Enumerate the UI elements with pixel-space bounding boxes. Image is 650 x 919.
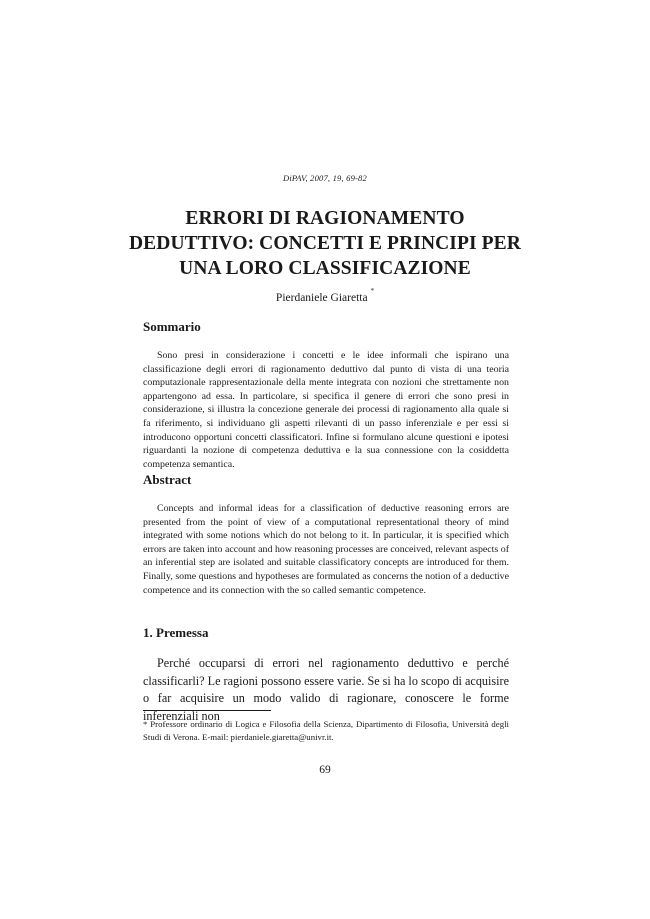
author-footnote-marker: * [370, 287, 375, 295]
sommario-section [143, 319, 509, 471]
footnote-divider [143, 710, 271, 711]
footnote-text: * Professore ordinario di Logica e Filosofia della Scienza, Dipartimento di Filosofia, Università degli Studi di Verona. E-mail: pierdaniele.giaretta@univr.it. [143, 719, 509, 742]
sommario-heading: Sommario [143, 319, 201, 334]
premessa-heading: 1. Premessa [143, 625, 209, 640]
author-name: Pierdaniele Giaretta [275, 291, 368, 304]
page-number: 69 [319, 764, 331, 776]
abstract-text: Concepts and informal ideas for a classification of deductive reasoning errors are presented from the point of view of a computational representational theory of mind integrated with some notions which do not belong to it. In particular, it is specified which errors are taken into account and how reasoning processes are conceived, relevant aspects of an inferential step are isolated and suitable classificatory concepts are introduced for them. Finally, some questions and hypotheses are formulated as concerns the notion of a deductive competence and its connection with the so called semantic competence. [143, 503, 509, 596]
premessa-text: Perché occuparsi di errori nel ragionamento deduttivo e perché classificarli? Le ragioni possono essere varie. Se si ha lo scopo di acquisire o far acquisire un modo valido di ragionare, conoscere le forme inferenziali non [143, 656, 509, 723]
title-line-3: UNA LORO CLASSIFICAZIONE [179, 258, 471, 279]
paper-title [100, 206, 550, 281]
author-line [0, 287, 650, 304]
abstract-section [143, 472, 509, 597]
abstract-heading: Abstract [143, 472, 192, 487]
sommario-text: Sono presi in considerazione i concetti e le idee informali che ispirano una classificazione degli errori di ragionamento deduttivo dal punto di vista di una teoria computazionale rappresentazionale della mente integrata con nozioni che strettamente non appartengono ad essa. In particolare, si specifica il genere di errori che sono presi in considerazione, si illustra la concezione generale dei processi di ragionamento alla quale si fa riferimento, si individuano gli aspetti rilevanti di un passo inferenziale e per essi si introducono opportuni concetti classificatori. Infine si formulano alcune questioni e ipotesi riguardanti la nozione di competenza deduttiva e la sua connessione con la cosiddetta competenza semantica. [143, 350, 509, 470]
title-line-1: ERRORI DI RAGIONAMENTO [185, 208, 465, 229]
journal-citation: DiPAV, 2007, 19, 69-82 [283, 173, 367, 183]
title-line-2: DEDUTTIVO: CONCETTI E PRINCIPI PER [129, 233, 521, 254]
